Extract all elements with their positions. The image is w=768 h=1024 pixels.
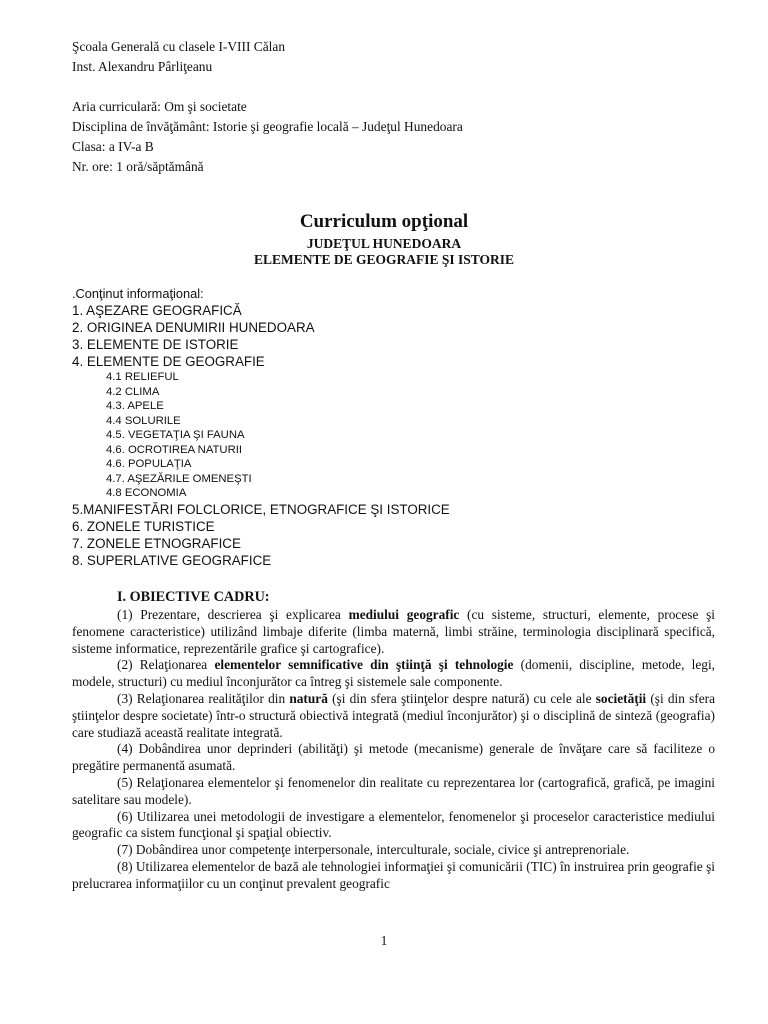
objective-paragraph: [72, 607, 715, 657]
objectives-paragraphs: [72, 607, 715, 893]
objective-text: (4) Dobândirea unor deprinderi (abilităţi) şi metode (mecanisme) generale de învăţare care să faciliteze o pregătire permanentă asumată.: [72, 741, 715, 774]
objective-paragraph: [72, 842, 715, 859]
objective-text: (cu sisteme, structuri, elemente, procese şi fenomene caracteristice) utilizând limbaje diferite (limba maternă, limbi străine, terminologia disciplinară specifică, sisteme informatice, reprezentările grafice şi cartografice).: [72, 607, 715, 656]
contents-subitem: 4.8 ECONOMIA: [106, 487, 187, 499]
contents-item: 8. SUPERLATIVE GEOGRAFICE: [72, 552, 272, 568]
contents-item: 3. ELEMENTE DE ISTORIE: [72, 337, 239, 352]
objective-text: (şi din sfera ştiinţelor despre societate) într-o structură obiectivă integrată (mediul înconjurător) şi o disciplină de sinteză (geografia) care studiază această realitate integrată.: [72, 690, 716, 740]
contents-subitem: 4.3. APELE: [106, 400, 164, 412]
page-title: Curriculum opţional: [299, 211, 469, 232]
discipline: Disciplina de învăţământ: Istorie şi geografie locală – Judeţul Hunedoara: [72, 119, 463, 134]
objective-emphasis: elementelor semnificative din ştiinţă şi tehnologie: [214, 657, 514, 673]
objective-text: (domenii, discipline, metode, legi, modele, structuri) cu mediul înconjurător ca întreg şi sistemele sale componente.: [72, 657, 716, 690]
contents-item: 2. ORIGINEA DENUMIRII HUNEDOARA: [72, 320, 315, 335]
contents-subitem: 4.4 SOLURILE: [106, 414, 181, 427]
school-name: Şcoala Generală cu clasele I-VIII Călan: [72, 39, 286, 54]
contents-subitem: 4.5. VEGETAŢIA ŞI FAUNA: [106, 429, 245, 441]
curricular-area: Aria curriculară: Om şi societate: [72, 99, 247, 114]
contents-subitem: 4.2 CLIMA: [106, 385, 160, 398]
objective-paragraph: [72, 859, 715, 893]
objective-emphasis: mediului geografic: [348, 607, 460, 622]
contents-subitem: 4.7. AŞEZĂRILE OMENEŞTI: [106, 472, 252, 485]
contents-items: [72, 302, 722, 569]
contents-subitem: 4.1 RELIEFUL: [106, 371, 179, 383]
contents-subitem: 4.6. OCROTIREA NATURII: [106, 443, 243, 456]
objective-paragraph: [72, 809, 715, 843]
objective-paragraph: [72, 657, 715, 691]
class-info: Clasa: a IV-a B: [72, 139, 154, 154]
objective-text: (8) Utilizarea elementelor de bază ale tehnologiei informaţiei şi comunicării (TIC) în instruirea prin geografie şi prelucrarea informaţiilor cu un conţinut prevalent geografic: [72, 858, 715, 891]
objectives-heading: I. OBIECTIVE CADRU:: [117, 589, 270, 605]
contents-item: 6. ZONELE TURISTICE: [72, 518, 215, 534]
subtitle-county: JUDEŢUL HUNEDOARA: [306, 236, 462, 251]
objective-emphasis: societăţii: [595, 690, 647, 706]
objective-paragraph: [72, 691, 715, 741]
contents-item: 4. ELEMENTE DE GEOGRAFIE: [72, 354, 265, 369]
contents-item: 1. AŞEZARE GEOGRAFICĂ: [72, 303, 242, 318]
objective-text: (7) Dobândirea unor competenţe interpersonale, interculturale, sociale, civice şi antreprenoriale.: [117, 842, 630, 858]
contents-subitem: 4.6. POPULAŢIA: [106, 458, 192, 470]
subtitle-elements: ELEMENTE DE GEOGRAFIE ŞI ISTORIE: [253, 252, 515, 267]
objective-paragraph: [72, 775, 715, 809]
contents-item: 5.MANIFESTĂRI FOLCLORICE, ETNOGRAFICE ŞI ISTORICE: [72, 501, 450, 517]
contents-heading: .Conţinut informaţional:: [72, 286, 204, 301]
objective-emphasis: natură: [289, 690, 328, 706]
objective-text: (3) Relaţionarea realităţilor din: [117, 690, 290, 706]
contents-list: [72, 285, 722, 569]
objective-text: (1) Prezentare, descrierea şi explicarea: [117, 607, 349, 622]
contents-item: 7. ZONELE ETNOGRAFICE: [72, 535, 241, 551]
teacher-name: Inst. Alexandru Pârliţeanu: [72, 59, 213, 74]
page-number: 1: [380, 933, 388, 948]
objective-text: (şi din sfera ştiinţelor despre natură) cu cele ale: [327, 690, 596, 706]
hours-info: Nr. ore: 1 oră/săptămână: [72, 159, 204, 174]
objectives-section: [72, 588, 715, 893]
objective-text: (6) Utilizarea unei metodologii de investigare a elementelor, fenomenelor şi proceselor caracteristice mediului geografic ca sistem funcţional şi spaţial obiectiv.: [72, 808, 715, 841]
objective-text: (2) Relaţionarea: [117, 657, 215, 673]
objective-text: (5) Relaţionarea elementelor şi fenomenelor din realitate cu reprezentarea lor (cartografică, grafică, pe imagini satelitare sau modele).: [72, 774, 715, 807]
objective-paragraph: [72, 741, 715, 775]
